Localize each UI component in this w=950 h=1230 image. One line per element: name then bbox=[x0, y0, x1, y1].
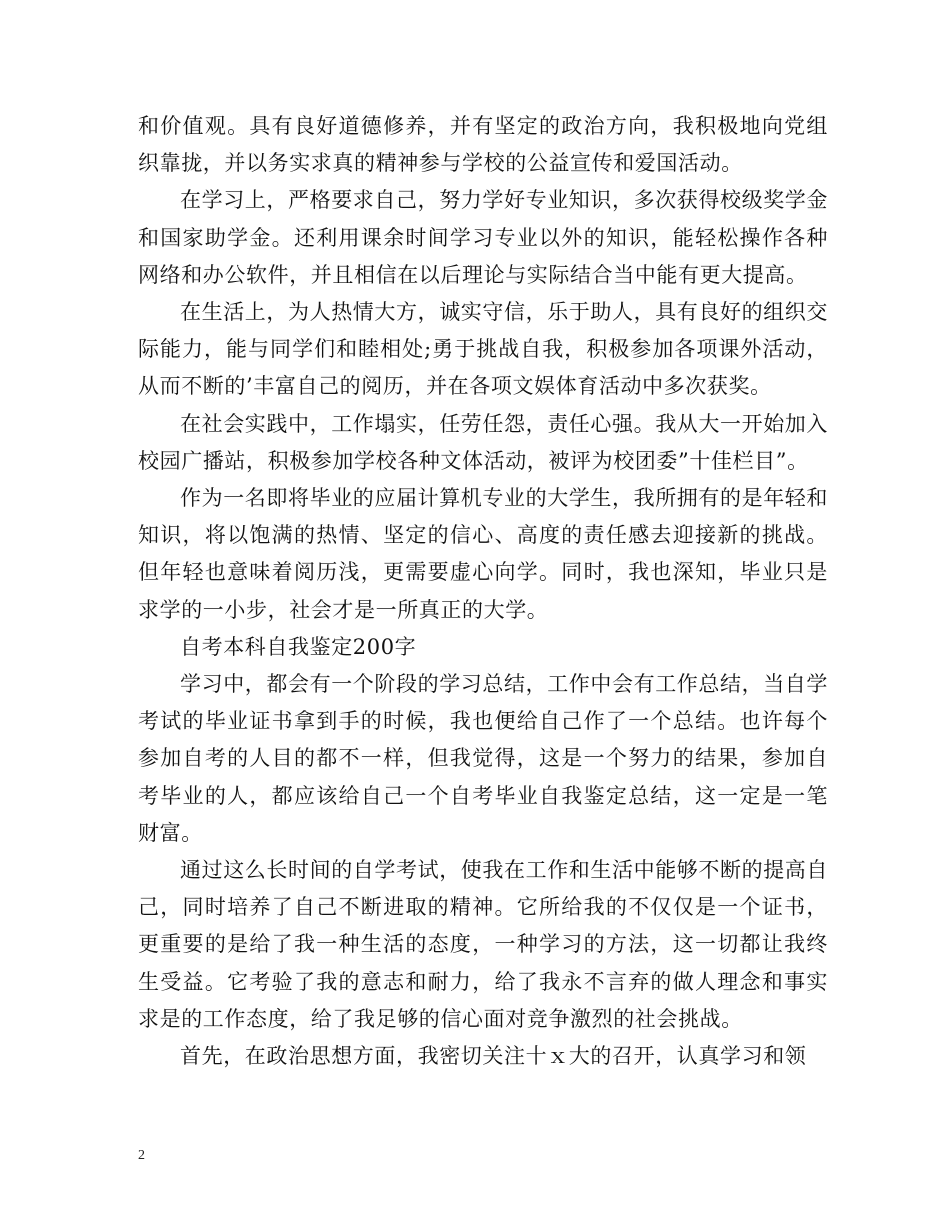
paragraph-self-study: 通过这么长时间的自学考试，使我在工作和生活中能够不断的提高自己，同时培养了自己不断进取的精神。它所给我的不仅仅是一个证书，更重要的是给了我一种生活的态度，一种学习的方法，这一切都让我终生受益。它考验了我的意志和耐力，给了我永不言弃的做人理念和事实求是的工作态度，给了我足够的信心面对竞争激烈的社会挑战。 bbox=[138, 858, 828, 1031]
section-heading: 自考本科自我鉴定200字 bbox=[180, 634, 417, 659]
paragraph-study: 在学习上，严格要求自己，努力学好专业知识，多次获得校级奖学金和国家助学金。还利用课余时间学习专业以外的知识，能轻松操作各种网络和办公软件，并且相信在以后理论与实际结合当中能有更大提高。 bbox=[138, 188, 828, 287]
paragraph-life: 在生活上，为人热情大方，诚实守信，乐于助人，具有良好的组织交际能力，能与同学们和睦相处;勇于挑战自我，积极参加各项课外活动，从而不断的’丰富自己的阅历，并在各项文娱体育活动中多次获奖。 bbox=[138, 300, 828, 399]
paragraph-social-practice: 在社会实践中，工作塌实，任劳任怨，责任心强。我从大一开始加入校园广播站，积极参加学校各种文体活动，被评为校团委”十佳栏目”。 bbox=[138, 411, 828, 473]
paragraph-exam-summary: 学习中，都会有一个阶段的学习总结，工作中会有工作总结，当自学考试的毕业证书拿到手的时候，我也便给自己作了一个总结。也许每个参加自考的人目的都不一样，但我觉得，这是一个努力的结果，参加自考毕业的人，都应该给自己一个自考毕业自我鉴定总结，这一定是一笔财富。 bbox=[138, 672, 828, 845]
page-number: 2 bbox=[138, 1148, 145, 1163]
paragraph-political: 首先，在政治思想方面，我密切关注十ｘ大的召开，认真学习和领 bbox=[180, 1044, 807, 1069]
paragraph-values-continuation: 和价值观。具有良好道德修养，并有坚定的政治方向，我积极地向党组织靠拢，并以务实求真的精神参与学校的公益宣传和爱国活动。 bbox=[138, 114, 828, 176]
paragraph-graduate: 作为一名即将毕业的应届计算机专业的大学生，我所拥有的是年轻和知识，将以饱满的热情、坚定的信心、高度的责任感去迎接新的挑战。但年轻也意味着阅历浅，更需要虚心向学。同时，我也深知，毕业只是求学的一小步，社会才是一所真正的大学。 bbox=[138, 486, 828, 622]
body-text bbox=[138, 108, 828, 1075]
